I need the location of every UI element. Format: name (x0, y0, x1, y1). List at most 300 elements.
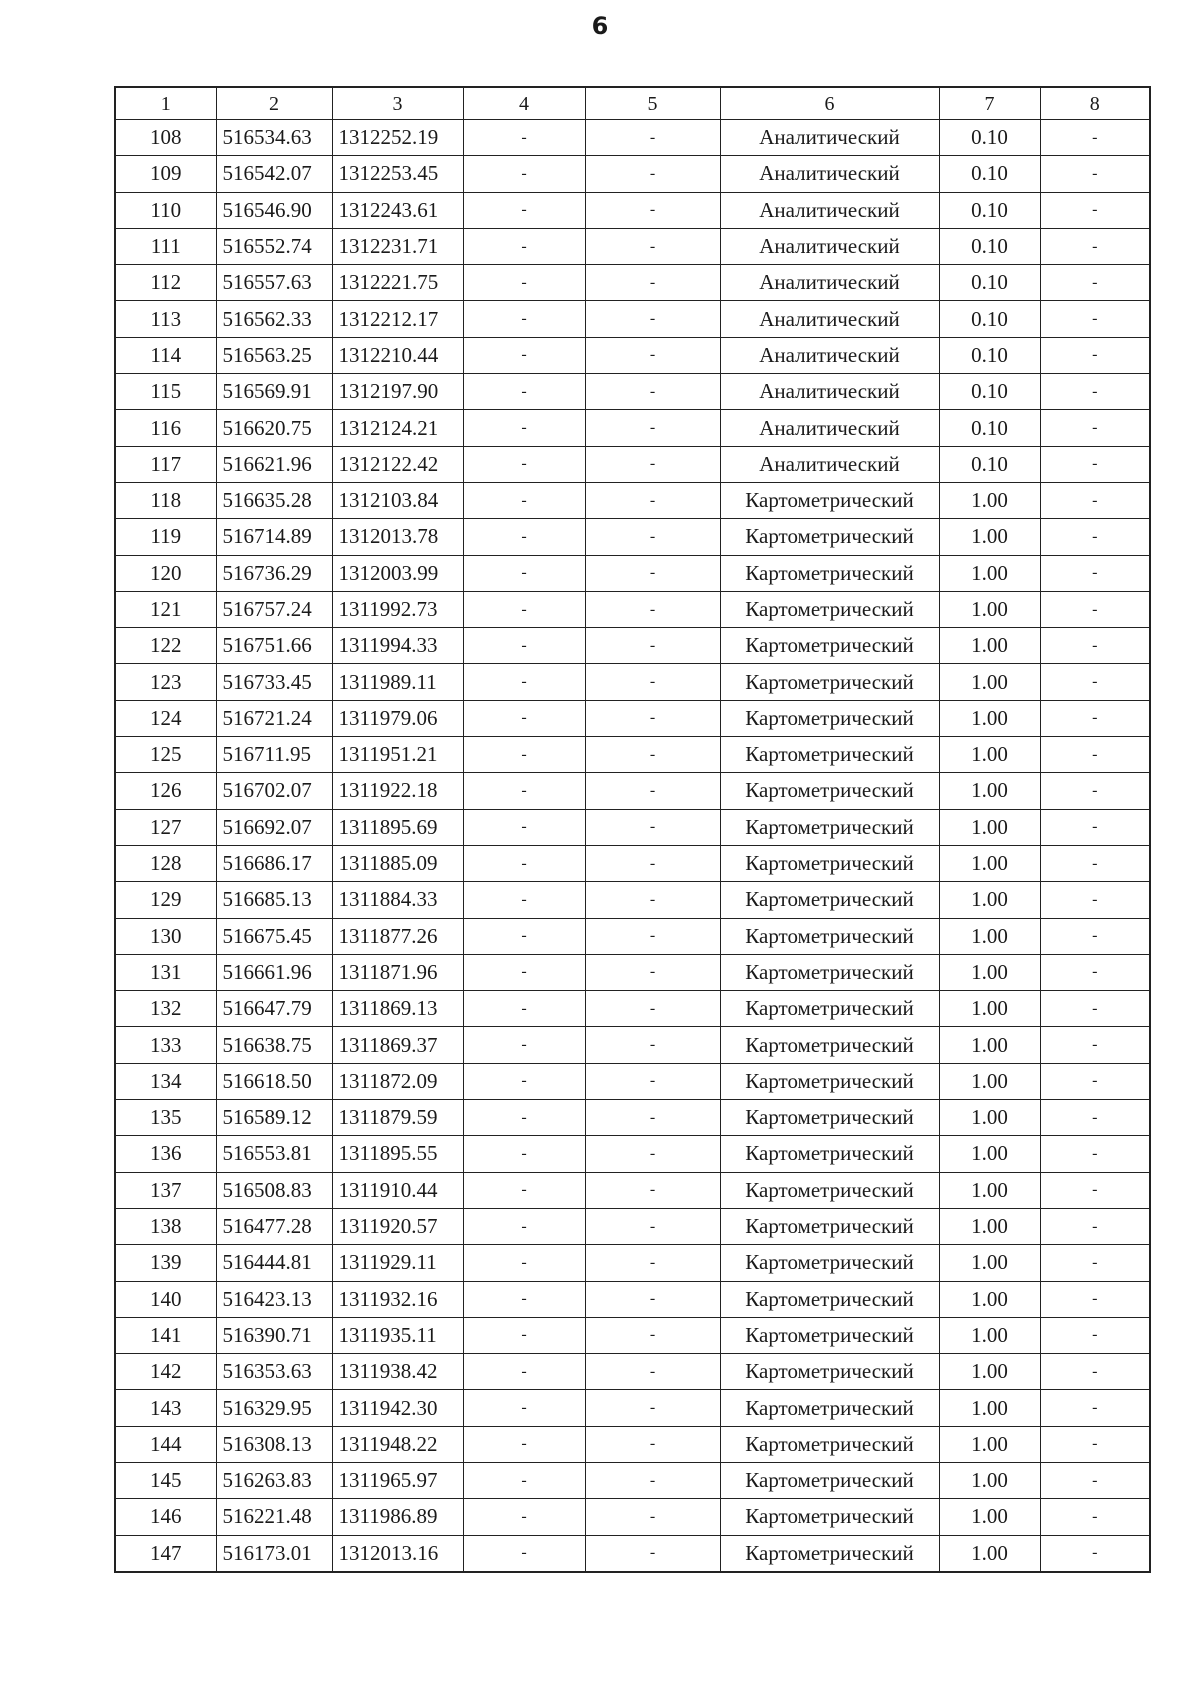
method-cell: Картометрический (720, 591, 939, 627)
table-row (115, 1426, 1150, 1462)
column-4-cell: - (463, 1172, 585, 1208)
point-number-cell: 146 (115, 1499, 216, 1535)
table-row (115, 446, 1150, 482)
point-number-cell: 110 (115, 192, 216, 228)
column-8-cell: - (1040, 1499, 1150, 1535)
column-4-cell: - (463, 337, 585, 373)
x-coordinate-cell: 516553.81 (216, 1136, 332, 1172)
point-number-cell: 119 (115, 519, 216, 555)
table-row (115, 1027, 1150, 1063)
y-coordinate-cell: 1312103.84 (332, 482, 463, 518)
point-number-cell: 116 (115, 410, 216, 446)
x-coordinate-cell: 516552.74 (216, 228, 332, 264)
column-5-cell: - (585, 120, 720, 156)
column-header: 8 (1040, 87, 1150, 120)
column-4-cell: - (463, 1426, 585, 1462)
accuracy-cell: 1.00 (939, 1426, 1040, 1462)
table-row (115, 1317, 1150, 1353)
column-8-cell: - (1040, 482, 1150, 518)
x-coordinate-cell: 516390.71 (216, 1317, 332, 1353)
column-header: 3 (332, 87, 463, 120)
column-5-cell: - (585, 337, 720, 373)
y-coordinate-cell: 1311994.33 (332, 628, 463, 664)
x-coordinate-cell: 516221.48 (216, 1499, 332, 1535)
method-cell: Картометрический (720, 1390, 939, 1426)
accuracy-cell: 0.10 (939, 410, 1040, 446)
point-number-cell: 147 (115, 1535, 216, 1572)
table-row (115, 1535, 1150, 1572)
column-8-cell: - (1040, 591, 1150, 627)
column-8-cell: - (1040, 337, 1150, 373)
y-coordinate-cell: 1312210.44 (332, 337, 463, 373)
method-cell: Картометрический (720, 1100, 939, 1136)
y-coordinate-cell: 1312013.78 (332, 519, 463, 555)
y-coordinate-cell: 1312221.75 (332, 265, 463, 301)
method-cell: Картометрический (720, 1462, 939, 1498)
accuracy-cell: 1.00 (939, 773, 1040, 809)
point-number-cell: 132 (115, 991, 216, 1027)
x-coordinate-cell: 516618.50 (216, 1063, 332, 1099)
y-coordinate-cell: 1311922.18 (332, 773, 463, 809)
column-5-cell: - (585, 1281, 720, 1317)
table-row (115, 1063, 1150, 1099)
column-4-cell: - (463, 1499, 585, 1535)
accuracy-cell: 1.00 (939, 700, 1040, 736)
y-coordinate-cell: 1311920.57 (332, 1208, 463, 1244)
y-coordinate-cell: 1311872.09 (332, 1063, 463, 1099)
column-8-cell: - (1040, 555, 1150, 591)
column-4-cell: - (463, 192, 585, 228)
accuracy-cell: 1.00 (939, 1063, 1040, 1099)
table-row (115, 265, 1150, 301)
method-cell: Картометрический (720, 809, 939, 845)
method-cell: Аналитический (720, 228, 939, 264)
x-coordinate-cell: 516569.91 (216, 374, 332, 410)
column-5-cell: - (585, 1100, 720, 1136)
method-cell: Картометрический (720, 1027, 939, 1063)
x-coordinate-cell: 516686.17 (216, 845, 332, 881)
column-8-cell: - (1040, 664, 1150, 700)
x-coordinate-cell: 516711.95 (216, 737, 332, 773)
column-5-cell: - (585, 482, 720, 518)
point-number-cell: 139 (115, 1245, 216, 1281)
method-cell: Картометрический (720, 1535, 939, 1572)
accuracy-cell: 1.00 (939, 954, 1040, 990)
column-4-cell: - (463, 156, 585, 192)
accuracy-cell: 1.00 (939, 991, 1040, 1027)
column-4-cell: - (463, 809, 585, 845)
y-coordinate-cell: 1312003.99 (332, 555, 463, 591)
column-8-cell: - (1040, 1208, 1150, 1244)
point-number-cell: 113 (115, 301, 216, 337)
column-4-cell: - (463, 482, 585, 518)
method-cell: Картометрический (720, 482, 939, 518)
point-number-cell: 115 (115, 374, 216, 410)
column-4-cell: - (463, 591, 585, 627)
column-5-cell: - (585, 555, 720, 591)
table-row (115, 1390, 1150, 1426)
column-4-cell: - (463, 374, 585, 410)
x-coordinate-cell: 516534.63 (216, 120, 332, 156)
point-number-cell: 145 (115, 1462, 216, 1498)
column-5-cell: - (585, 192, 720, 228)
column-header: 7 (939, 87, 1040, 120)
column-4-cell: - (463, 918, 585, 954)
point-number-cell: 140 (115, 1281, 216, 1317)
column-5-cell: - (585, 1208, 720, 1244)
x-coordinate-cell: 516621.96 (216, 446, 332, 482)
point-number-cell: 141 (115, 1317, 216, 1353)
column-5-cell: - (585, 991, 720, 1027)
method-cell: Картометрический (720, 1499, 939, 1535)
x-coordinate-cell: 516721.24 (216, 700, 332, 736)
y-coordinate-cell: 1311986.89 (332, 1499, 463, 1535)
accuracy-cell: 1.00 (939, 1535, 1040, 1572)
y-coordinate-cell: 1312197.90 (332, 374, 463, 410)
column-8-cell: - (1040, 1354, 1150, 1390)
x-coordinate-cell: 516757.24 (216, 591, 332, 627)
table-row (115, 120, 1150, 156)
column-4-cell: - (463, 1208, 585, 1244)
column-8-cell: - (1040, 954, 1150, 990)
column-8-cell: - (1040, 1462, 1150, 1498)
point-number-cell: 118 (115, 482, 216, 518)
x-coordinate-cell: 516620.75 (216, 410, 332, 446)
column-8-cell: - (1040, 628, 1150, 664)
column-8-cell: - (1040, 882, 1150, 918)
column-4-cell: - (463, 954, 585, 990)
column-8-cell: - (1040, 519, 1150, 555)
x-coordinate-cell: 516751.66 (216, 628, 332, 664)
table-row (115, 918, 1150, 954)
accuracy-cell: 1.00 (939, 1354, 1040, 1390)
column-4-cell: - (463, 845, 585, 881)
x-coordinate-cell: 516685.13 (216, 882, 332, 918)
method-cell: Аналитический (720, 120, 939, 156)
column-4-cell: - (463, 1027, 585, 1063)
column-header: 2 (216, 87, 332, 120)
column-8-cell: - (1040, 1063, 1150, 1099)
y-coordinate-cell: 1312253.45 (332, 156, 463, 192)
column-header: 6 (720, 87, 939, 120)
table-row (115, 991, 1150, 1027)
y-coordinate-cell: 1311932.16 (332, 1281, 463, 1317)
column-4-cell: - (463, 519, 585, 555)
column-4-cell: - (463, 991, 585, 1027)
point-number-cell: 114 (115, 337, 216, 373)
method-cell: Картометрический (720, 1136, 939, 1172)
column-5-cell: - (585, 1027, 720, 1063)
table-row (115, 809, 1150, 845)
method-cell: Картометрический (720, 1426, 939, 1462)
column-8-cell: - (1040, 1281, 1150, 1317)
method-cell: Картометрический (720, 1172, 939, 1208)
method-cell: Картометрический (720, 700, 939, 736)
point-number-cell: 133 (115, 1027, 216, 1063)
column-5-cell: - (585, 1499, 720, 1535)
accuracy-cell: 1.00 (939, 918, 1040, 954)
x-coordinate-cell: 516589.12 (216, 1100, 332, 1136)
y-coordinate-cell: 1311885.09 (332, 845, 463, 881)
column-8-cell: - (1040, 156, 1150, 192)
y-coordinate-cell: 1311869.13 (332, 991, 463, 1027)
table-row (115, 954, 1150, 990)
point-number-cell: 124 (115, 700, 216, 736)
table-row (115, 664, 1150, 700)
table-row (115, 773, 1150, 809)
method-cell: Картометрический (720, 1063, 939, 1099)
column-5-cell: - (585, 773, 720, 809)
accuracy-cell: 1.00 (939, 845, 1040, 881)
point-number-cell: 135 (115, 1100, 216, 1136)
x-coordinate-cell: 516675.45 (216, 918, 332, 954)
y-coordinate-cell: 1311989.11 (332, 664, 463, 700)
column-8-cell: - (1040, 1100, 1150, 1136)
column-8-cell: - (1040, 265, 1150, 301)
column-header: 1 (115, 87, 216, 120)
coordinates-table (114, 86, 1151, 1573)
x-coordinate-cell: 516714.89 (216, 519, 332, 555)
point-number-cell: 131 (115, 954, 216, 990)
point-number-cell: 121 (115, 591, 216, 627)
y-coordinate-cell: 1311965.97 (332, 1462, 463, 1498)
column-5-cell: - (585, 882, 720, 918)
x-coordinate-cell: 516477.28 (216, 1208, 332, 1244)
accuracy-cell: 1.00 (939, 1245, 1040, 1281)
column-8-cell: - (1040, 446, 1150, 482)
x-coordinate-cell: 516557.63 (216, 265, 332, 301)
accuracy-cell: 1.00 (939, 555, 1040, 591)
accuracy-cell: 1.00 (939, 1281, 1040, 1317)
x-coordinate-cell: 516263.83 (216, 1462, 332, 1498)
y-coordinate-cell: 1312212.17 (332, 301, 463, 337)
table-row (115, 228, 1150, 264)
y-coordinate-cell: 1311938.42 (332, 1354, 463, 1390)
method-cell: Аналитический (720, 410, 939, 446)
x-coordinate-cell: 516329.95 (216, 1390, 332, 1426)
column-5-cell: - (585, 156, 720, 192)
accuracy-cell: 0.10 (939, 301, 1040, 337)
column-8-cell: - (1040, 228, 1150, 264)
method-cell: Картометрический (720, 1208, 939, 1244)
column-5-cell: - (585, 591, 720, 627)
method-cell: Аналитический (720, 446, 939, 482)
point-number-cell: 128 (115, 845, 216, 881)
column-5-cell: - (585, 265, 720, 301)
point-number-cell: 142 (115, 1354, 216, 1390)
column-8-cell: - (1040, 120, 1150, 156)
point-number-cell: 125 (115, 737, 216, 773)
column-4-cell: - (463, 410, 585, 446)
x-coordinate-cell: 516562.33 (216, 301, 332, 337)
column-8-cell: - (1040, 773, 1150, 809)
column-8-cell: - (1040, 991, 1150, 1027)
accuracy-cell: 1.00 (939, 664, 1040, 700)
column-4-cell: - (463, 120, 585, 156)
column-4-cell: - (463, 882, 585, 918)
x-coordinate-cell: 516661.96 (216, 954, 332, 990)
table-row (115, 301, 1150, 337)
table-body (115, 120, 1150, 1572)
accuracy-cell: 1.00 (939, 1136, 1040, 1172)
table-row (115, 555, 1150, 591)
point-number-cell: 137 (115, 1172, 216, 1208)
column-5-cell: - (585, 845, 720, 881)
column-8-cell: - (1040, 1027, 1150, 1063)
point-number-cell: 117 (115, 446, 216, 482)
column-4-cell: - (463, 1354, 585, 1390)
x-coordinate-cell: 516702.07 (216, 773, 332, 809)
point-number-cell: 130 (115, 918, 216, 954)
column-4-cell: - (463, 737, 585, 773)
table-row (115, 1281, 1150, 1317)
x-coordinate-cell: 516638.75 (216, 1027, 332, 1063)
point-number-cell: 127 (115, 809, 216, 845)
y-coordinate-cell: 1311871.96 (332, 954, 463, 990)
x-coordinate-cell: 516444.81 (216, 1245, 332, 1281)
accuracy-cell: 0.10 (939, 192, 1040, 228)
column-5-cell: - (585, 1317, 720, 1353)
accuracy-cell: 0.10 (939, 156, 1040, 192)
column-4-cell: - (463, 1390, 585, 1426)
column-5-cell: - (585, 1535, 720, 1572)
column-header: 4 (463, 87, 585, 120)
accuracy-cell: 1.00 (939, 882, 1040, 918)
y-coordinate-cell: 1311895.55 (332, 1136, 463, 1172)
column-4-cell: - (463, 628, 585, 664)
method-cell: Картометрический (720, 1245, 939, 1281)
accuracy-cell: 1.00 (939, 1462, 1040, 1498)
y-coordinate-cell: 1311929.11 (332, 1245, 463, 1281)
method-cell: Картометрический (720, 1317, 939, 1353)
table-row (115, 882, 1150, 918)
point-number-cell: 120 (115, 555, 216, 591)
column-5-cell: - (585, 954, 720, 990)
method-cell: Картометрический (720, 664, 939, 700)
x-coordinate-cell: 516546.90 (216, 192, 332, 228)
table-row (115, 1354, 1150, 1390)
column-8-cell: - (1040, 700, 1150, 736)
accuracy-cell: 1.00 (939, 737, 1040, 773)
accuracy-cell: 0.10 (939, 120, 1040, 156)
column-4-cell: - (463, 700, 585, 736)
point-number-cell: 129 (115, 882, 216, 918)
column-5-cell: - (585, 1354, 720, 1390)
column-8-cell: - (1040, 918, 1150, 954)
table-row (115, 1100, 1150, 1136)
method-cell: Картометрический (720, 737, 939, 773)
point-number-cell: 134 (115, 1063, 216, 1099)
method-cell: Картометрический (720, 954, 939, 990)
column-8-cell: - (1040, 1245, 1150, 1281)
page-number: 6 (591, 12, 609, 40)
accuracy-cell: 0.10 (939, 228, 1040, 264)
method-cell: Аналитический (720, 265, 939, 301)
y-coordinate-cell: 1311877.26 (332, 918, 463, 954)
y-coordinate-cell: 1311948.22 (332, 1426, 463, 1462)
table-row (115, 591, 1150, 627)
y-coordinate-cell: 1312252.19 (332, 120, 463, 156)
y-coordinate-cell: 1311951.21 (332, 737, 463, 773)
y-coordinate-cell: 1311935.11 (332, 1317, 463, 1353)
accuracy-cell: 0.10 (939, 265, 1040, 301)
table-row (115, 192, 1150, 228)
point-number-cell: 108 (115, 120, 216, 156)
table-header-row (115, 87, 1150, 120)
accuracy-cell: 1.00 (939, 1390, 1040, 1426)
y-coordinate-cell: 1311979.06 (332, 700, 463, 736)
column-4-cell: - (463, 1063, 585, 1099)
method-cell: Аналитический (720, 192, 939, 228)
column-8-cell: - (1040, 1172, 1150, 1208)
table-row (115, 482, 1150, 518)
x-coordinate-cell: 516508.83 (216, 1172, 332, 1208)
y-coordinate-cell: 1312013.16 (332, 1535, 463, 1572)
column-5-cell: - (585, 410, 720, 446)
x-coordinate-cell: 516308.13 (216, 1426, 332, 1462)
column-4-cell: - (463, 1462, 585, 1498)
column-4-cell: - (463, 1136, 585, 1172)
y-coordinate-cell: 1311884.33 (332, 882, 463, 918)
accuracy-cell: 1.00 (939, 809, 1040, 845)
point-number-cell: 126 (115, 773, 216, 809)
column-8-cell: - (1040, 1317, 1150, 1353)
point-number-cell: 122 (115, 628, 216, 664)
table-row (115, 410, 1150, 446)
point-number-cell: 111 (115, 228, 216, 264)
column-5-cell: - (585, 1462, 720, 1498)
column-5-cell: - (585, 737, 720, 773)
table-row (115, 1172, 1150, 1208)
point-number-cell: 143 (115, 1390, 216, 1426)
table-row (115, 737, 1150, 773)
column-header: 5 (585, 87, 720, 120)
column-4-cell: - (463, 228, 585, 264)
column-4-cell: - (463, 1317, 585, 1353)
column-5-cell: - (585, 628, 720, 664)
column-8-cell: - (1040, 845, 1150, 881)
y-coordinate-cell: 1311992.73 (332, 591, 463, 627)
column-4-cell: - (463, 1100, 585, 1136)
x-coordinate-cell: 516692.07 (216, 809, 332, 845)
x-coordinate-cell: 516635.28 (216, 482, 332, 518)
column-5-cell: - (585, 519, 720, 555)
method-cell: Картометрический (720, 519, 939, 555)
method-cell: Картометрический (720, 1281, 939, 1317)
x-coordinate-cell: 516563.25 (216, 337, 332, 373)
method-cell: Картометрический (720, 882, 939, 918)
column-4-cell: - (463, 301, 585, 337)
accuracy-cell: 1.00 (939, 1172, 1040, 1208)
accuracy-cell: 1.00 (939, 1499, 1040, 1535)
column-5-cell: - (585, 1245, 720, 1281)
table-row (115, 156, 1150, 192)
table-row (115, 374, 1150, 410)
column-8-cell: - (1040, 1136, 1150, 1172)
point-number-cell: 138 (115, 1208, 216, 1244)
column-4-cell: - (463, 773, 585, 809)
column-5-cell: - (585, 664, 720, 700)
x-coordinate-cell: 516542.07 (216, 156, 332, 192)
column-8-cell: - (1040, 1535, 1150, 1572)
point-number-cell: 136 (115, 1136, 216, 1172)
y-coordinate-cell: 1311942.30 (332, 1390, 463, 1426)
accuracy-cell: 1.00 (939, 1208, 1040, 1244)
x-coordinate-cell: 516353.63 (216, 1354, 332, 1390)
y-coordinate-cell: 1312122.42 (332, 446, 463, 482)
point-number-cell: 144 (115, 1426, 216, 1462)
column-5-cell: - (585, 1426, 720, 1462)
